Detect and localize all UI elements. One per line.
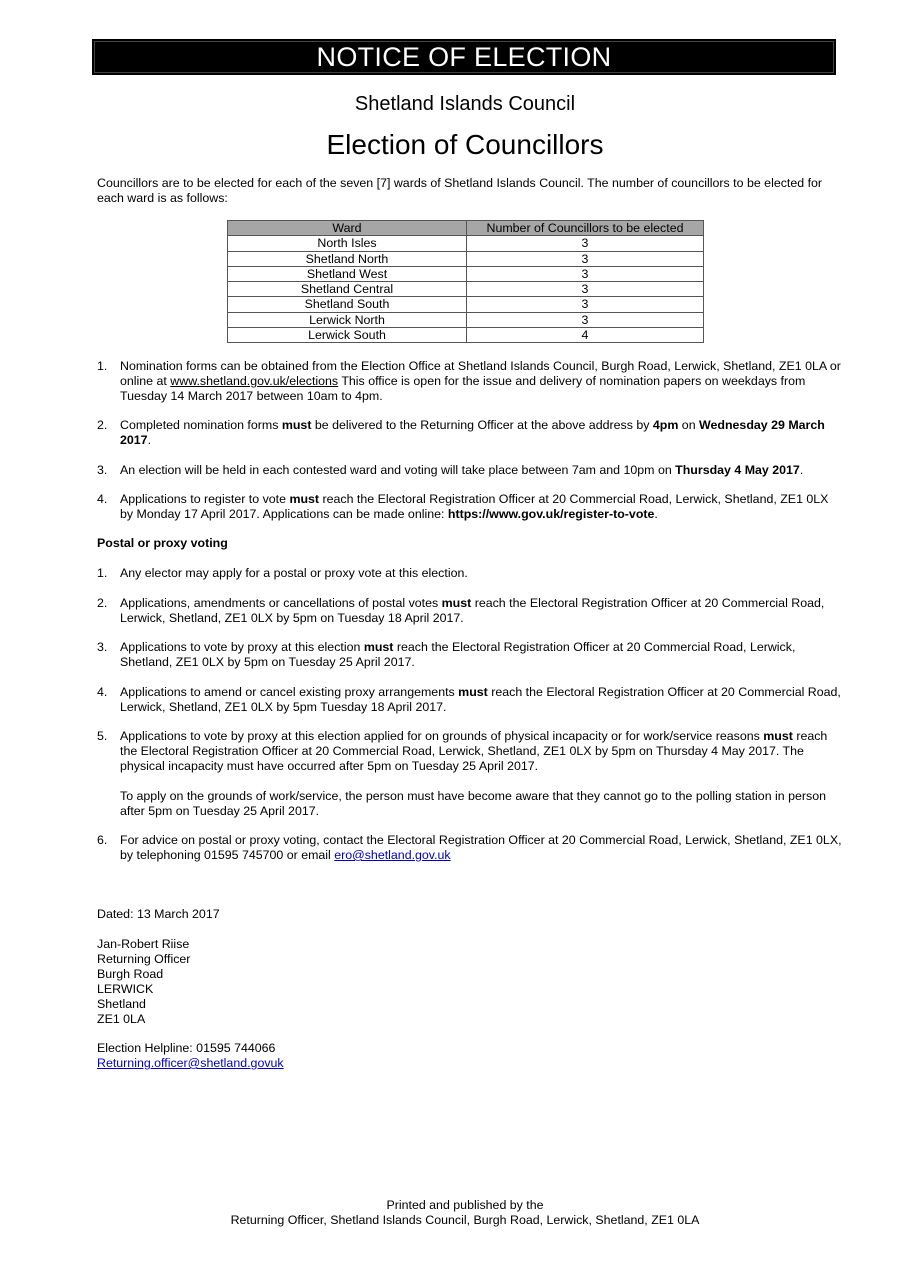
emphasis-text: must (363, 640, 394, 654)
nomination-item-1 (97, 359, 842, 404)
item-number: 1. (97, 359, 108, 373)
emphasis-text: must (763, 729, 793, 743)
table-row (228, 282, 704, 297)
postal-voting-heading: Postal or proxy voting (97, 536, 228, 550)
signatory-role: Returning Officer (97, 952, 191, 966)
item-text: Applications, amendments or cancellations of postal votes (120, 596, 442, 610)
postal-item-3 (97, 640, 842, 670)
nomination-item-3 (97, 463, 842, 478)
postal-item-6 (97, 833, 842, 863)
councillor-count: 3 (467, 297, 704, 312)
nomination-item-4 (97, 492, 842, 522)
table-row (228, 251, 704, 266)
imprint-line: Printed and published by the (386, 1198, 544, 1212)
postal-item-5 (97, 729, 842, 774)
item-text: Applications to amend or cancel existing proxy arrangements (120, 685, 459, 699)
council-name: Shetland Islands Council (354, 93, 576, 115)
item-text: . (654, 507, 658, 521)
postal-item-4 (97, 685, 842, 715)
elections-website-link[interactable]: www.shetland.gov.uk/elections (170, 374, 339, 388)
work-service-note: To apply on the grounds of work/service, the person must have become aware that they cannot go to the polling station in person after 5pm on Tuesday 25 April 2017. (120, 789, 826, 818)
councillor-count: 4 (467, 328, 704, 343)
deadline-date: Wednesday 29 March 2017 (120, 418, 825, 447)
item-text: Applications to vote by proxy at this election applied for on grounds of physical incapacity or for work/service reasons (120, 729, 764, 743)
wards-table (227, 220, 704, 343)
table-row (228, 312, 704, 327)
emphasis-text: must (281, 418, 312, 432)
postal-item-2 (97, 596, 842, 626)
item-text: This office is open for the issue and delivery of nomination papers on weekdays from Tuesday 14 March 2017 between 10am to 4pm. (120, 374, 806, 403)
item-text: Applications to register to vote (120, 492, 290, 506)
item-text: reach the Electoral Registration Officer at 20 Commercial Road, Lerwick, Shetland, ZE1 0LX by 5pm on Tuesday 25 April 2017. (120, 640, 796, 669)
councillor-count: 3 (467, 236, 704, 251)
item-text: reach the Electoral Registration Officer at 20 Commercial Road, Lerwick, Shetland, ZE1 0LX by 5pm Tuesday 18 April 2017. (120, 685, 841, 714)
ward-name: Shetland West (228, 266, 467, 281)
ward-column-header: Ward (228, 221, 467, 236)
councillor-count: 3 (467, 251, 704, 266)
item-number: 2. (97, 596, 108, 610)
dated-line: Dated: 13 March 2017 (97, 907, 220, 921)
ward-name: Shetland South (228, 297, 467, 312)
ward-name: Shetland North (228, 251, 467, 266)
item-number: 4. (97, 685, 108, 699)
address-line: ZE1 0LA (97, 1012, 146, 1026)
imprint-line: Returning Officer, Shetland Islands Council, Burgh Road, Lerwick, Shetland, ZE1 0LA (230, 1213, 700, 1227)
ero-email-link[interactable]: ero@shetland.gov.uk (334, 848, 451, 862)
election-title: Election of Councillors (326, 129, 604, 160)
ward-name: North Isles (228, 236, 467, 251)
item-text: on (678, 418, 700, 432)
notice-banner: NOTICE OF ELECTION (92, 39, 836, 75)
councillor-count: 3 (467, 266, 704, 281)
register-to-vote-url: https://www.gov.uk/register-to-vote (447, 507, 655, 521)
address-line: Shetland (97, 997, 146, 1011)
returning-officer-email-link[interactable]: Returning.officer@shetland.govuk (97, 1056, 284, 1070)
imprint-footer (0, 1198, 905, 1228)
emphasis-text: must (289, 492, 320, 506)
item-number: 2. (97, 418, 108, 432)
item-number: 3. (97, 463, 108, 477)
polling-date: Thursday 4 May 2017 (675, 463, 800, 477)
emphasis-text: must (458, 685, 488, 699)
item-number: 4. (97, 492, 108, 506)
ward-name: Lerwick North (228, 312, 467, 327)
item-text: Completed nomination forms (120, 418, 282, 432)
councillor-count: 3 (467, 282, 704, 297)
item-text: reach the Electoral Registration Officer at 20 Commercial Road, Lerwick, Shetland, ZE1 0LX by Monday 17 April 2017. Applications can be made online: (120, 492, 829, 521)
table-row (228, 266, 704, 281)
item-text: Nomination forms can be obtained from the Election Office at Shetland Islands Council, Burgh Road, Lerwick, Shetland, ZE1 0LA or online at (120, 359, 841, 388)
emphasis-text: must (441, 596, 472, 610)
item-text: reach the Electoral Registration Officer at 20 Commercial Road, Lerwick, Shetland, ZE1 0LX by 5pm on Tuesday 18 April 2017. (120, 596, 825, 625)
councillor-count: 3 (467, 312, 704, 327)
item-number: 1. (97, 566, 108, 580)
ward-name: Lerwick South (228, 328, 467, 343)
table-row (228, 236, 704, 251)
address-line: Burgh Road (97, 967, 164, 981)
item-number: 5. (97, 729, 108, 743)
table-row (228, 297, 704, 312)
councillors-column-header: Number of Councillors to be elected (467, 221, 704, 236)
item-text: reach the Electoral Registration Officer at 20 Commercial Road, Lerwick, Shetland, ZE1 0LX by 5pm on Thursday 4 May 2017. The physical incapacity must have occurred after 5pm on Tuesday 25 April 2017. (120, 729, 828, 773)
table-header-row (228, 221, 704, 236)
deadline-time: 4pm (652, 418, 679, 432)
item-text: . (147, 433, 152, 447)
ward-name: Shetland Central (228, 282, 467, 297)
item-text: An election will be held in each contested ward and voting will take place between 7am and 10pm on (120, 463, 676, 477)
item-number: 3. (97, 640, 108, 654)
item-text: be delivered to the Returning Officer at the above address by (311, 418, 653, 432)
nomination-item-2 (97, 418, 842, 448)
table-row (228, 328, 704, 343)
item-text: Any elector may apply for a postal or proxy vote at this election. (120, 566, 468, 580)
signatory-name: Jan-Robert Riise (97, 937, 190, 951)
item-number: 6. (97, 833, 108, 847)
signatory-block (97, 937, 190, 1027)
item-text: For advice on postal or proxy voting, contact the Electoral Registration Officer at 20 Commercial Road, Lerwick, Shetland, ZE1 0LX, by telephoning 01595 745700 or email (120, 833, 842, 862)
item-text: . (799, 463, 804, 477)
address-line: LERWICK (97, 982, 154, 996)
helpline-phone: Election Helpline: 01595 744066 (97, 1041, 276, 1055)
intro-paragraph: Councillors are to be elected for each of the seven [7] wards of Shetland Islands Council. The number of councillors to be elected for each ward is as follows: (97, 176, 823, 205)
helpline-block (97, 1041, 284, 1071)
postal-item-1 (97, 566, 842, 581)
item-text: Applications to vote by proxy at this election (120, 640, 364, 654)
